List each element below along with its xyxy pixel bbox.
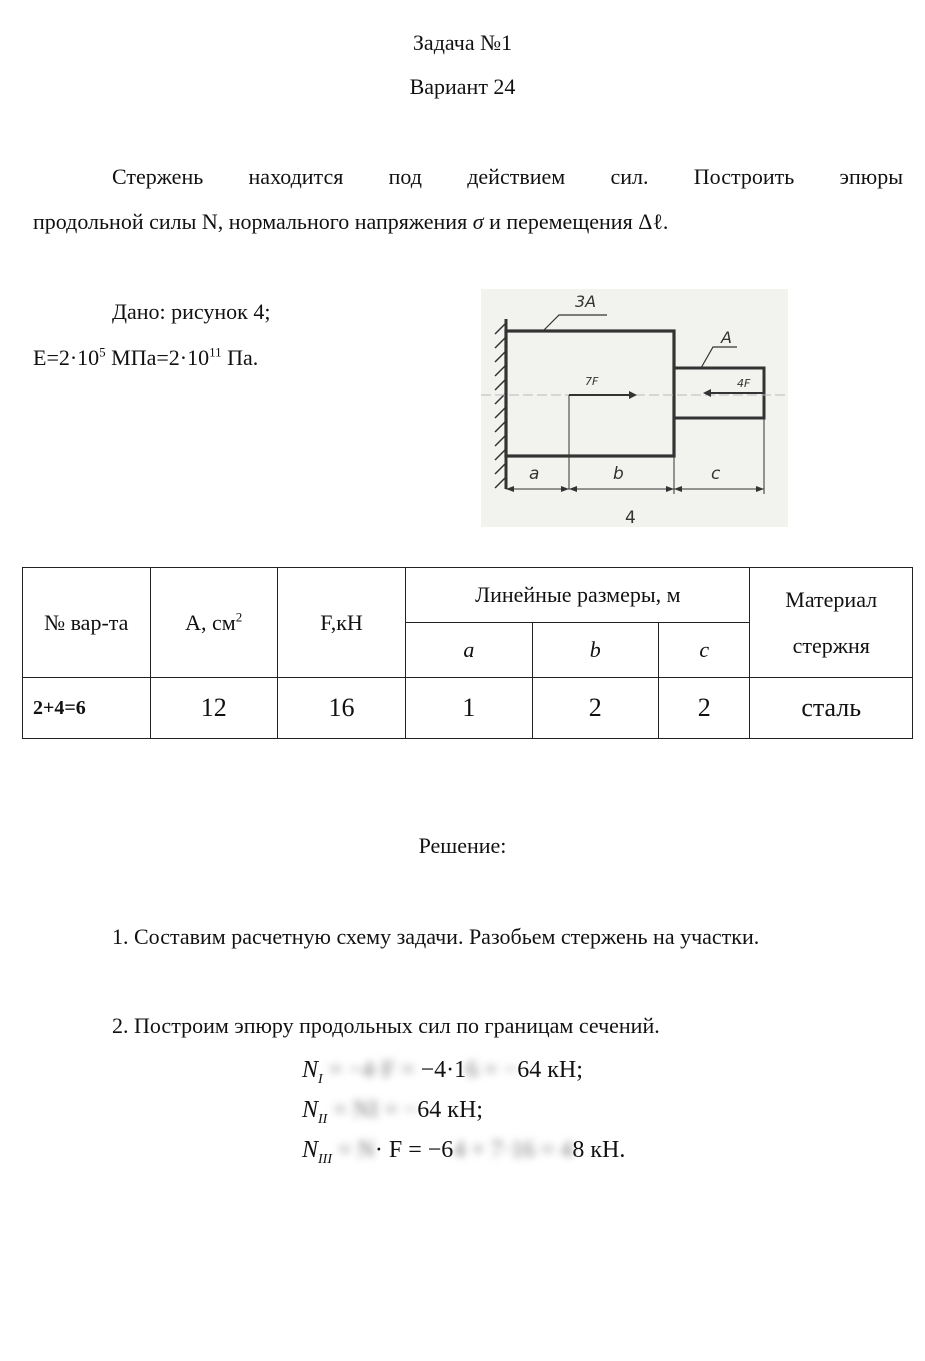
leader-3a	[543, 315, 607, 331]
th-dim-b: b	[532, 623, 658, 678]
equation-n3	[302, 1137, 625, 1168]
th-dim-a: a	[406, 623, 532, 678]
eq3-visible-2: 8 кН.	[572, 1137, 626, 1163]
th-area-exp: 2	[235, 609, 243, 625]
eq1-hidden-2: 6 = −	[466, 1057, 518, 1083]
rod-figure-svg	[481, 289, 788, 527]
variant-title: Вариант 24	[409, 74, 516, 99]
th-variant: № вар-та	[23, 568, 151, 678]
task-title: Задача №1	[412, 30, 513, 55]
eq3-symbol: N	[302, 1137, 319, 1163]
solution-title: Решение:	[418, 833, 507, 858]
eq2-sub: II	[318, 1112, 328, 1127]
eq2-hidden: = N	[333, 1097, 371, 1123]
dim-label-c: c	[711, 464, 721, 484]
dim-label-b: b	[613, 464, 624, 484]
task-line-2-text-c: .	[662, 209, 669, 234]
eq1-visible-2: 64 кН;	[517, 1057, 583, 1083]
eq1-sub: I	[318, 1072, 323, 1087]
eq2-visible-2: 64 кН;	[417, 1097, 483, 1123]
sigma-symbol: σ	[472, 209, 484, 234]
cell-variant: 2+4=6	[23, 678, 151, 739]
th-dim-c: c	[658, 623, 750, 678]
eq3-hidden-2: 4 + 7·16 = 4	[453, 1137, 573, 1163]
dim-label-a: a	[529, 464, 540, 484]
task-line-2	[33, 209, 668, 235]
modulus-suffix: Па.	[221, 345, 259, 370]
rod-figure	[481, 289, 788, 527]
modulus-exp-2: 11	[209, 344, 222, 360]
modulus-prefix: E=2·10	[33, 345, 100, 370]
step-1: 1. Составим расчетную схему задачи. Разобьем стержень на участки.	[112, 924, 760, 949]
cell-force: 16	[277, 678, 405, 739]
th-dimensions: Линейные размеры, м	[406, 568, 750, 623]
leader-a	[701, 347, 737, 368]
label-7f: 7F	[585, 375, 599, 388]
figure-number: 4	[625, 508, 636, 527]
modulus-mid: МПа=2·10	[105, 345, 210, 370]
cell-material: сталь	[750, 678, 913, 739]
step-2: 2. Построим эпюру продольных сил по границам сечений.	[112, 1013, 660, 1038]
eq3-sub: III	[318, 1152, 333, 1167]
cell-c: 2	[658, 678, 750, 739]
th-material-line-1: Материал	[785, 586, 878, 612]
delta-symbol: Δℓ	[638, 209, 663, 234]
task-line-2-text-a: продольной силы N, нормального напряжения	[33, 209, 473, 234]
task-line-2-text-b: и перемещения	[483, 209, 639, 234]
th-material	[750, 568, 913, 678]
eq2-hidden-2: I = −	[370, 1097, 418, 1123]
eq3-visible-1: · F = −6	[374, 1137, 454, 1163]
data-table	[22, 567, 913, 739]
th-force: F,кН	[277, 568, 405, 678]
eq1-visible-1: −4·1	[420, 1057, 467, 1083]
wall-hatching	[495, 323, 506, 488]
label-3a: 3A	[575, 292, 597, 311]
th-material-line-2: стержня	[792, 632, 870, 658]
cell-a: 1	[406, 678, 532, 739]
large-section	[506, 331, 674, 456]
equation-n1	[302, 1057, 583, 1088]
eq1-hidden: = −4·F =	[328, 1057, 421, 1083]
cell-b: 2	[532, 678, 658, 739]
task-line-1: Стержень находится под действием сил. Построить эпюры	[112, 164, 903, 189]
label-4f: 4F	[737, 377, 751, 390]
given-label: Дано: рисунок 4;	[112, 299, 271, 324]
eq1-symbol: N	[302, 1057, 319, 1083]
modulus-exp-1: 5	[99, 344, 106, 360]
th-area	[150, 568, 277, 678]
eq2-symbol: N	[302, 1097, 319, 1123]
th-area-text: A, см	[185, 609, 236, 635]
label-a: A	[721, 328, 732, 347]
force-4f-head	[703, 389, 711, 397]
equation-n2	[302, 1097, 483, 1128]
cell-area: 12	[150, 678, 277, 739]
force-7f-head	[629, 391, 637, 399]
eq3-hidden: = N	[338, 1137, 375, 1163]
given-modulus	[33, 345, 258, 371]
